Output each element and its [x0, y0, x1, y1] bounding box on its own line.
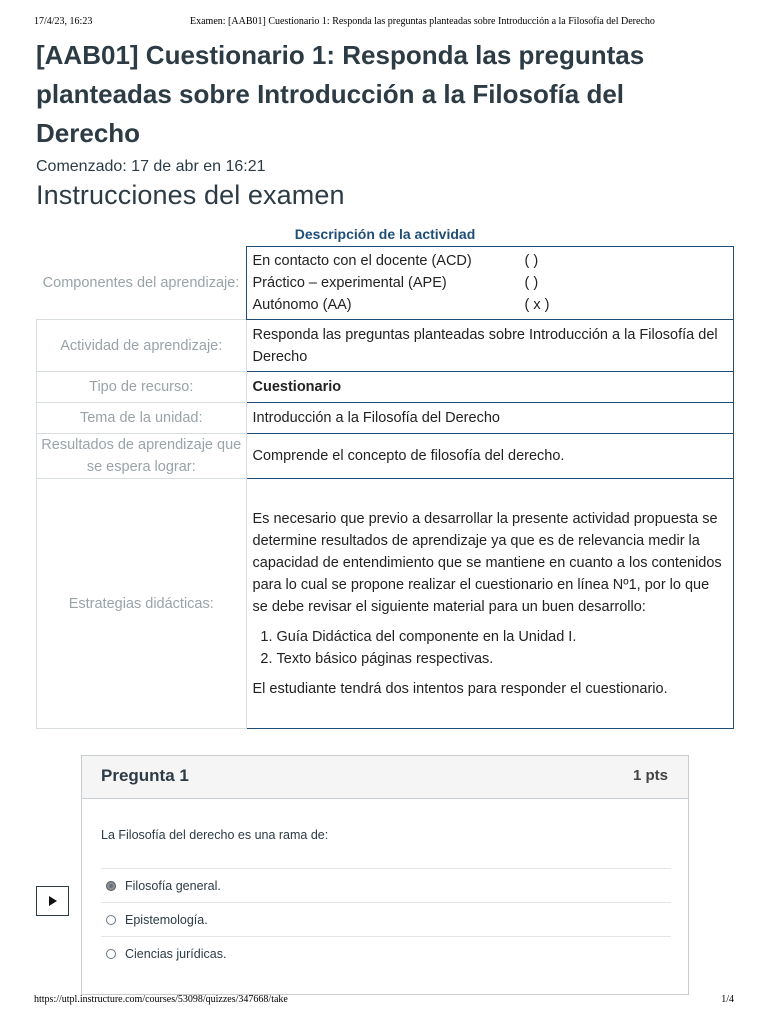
print-doc-title: Examen: [AAB01] Cuestionario 1: Responda las preguntas planteadas sobre Introducción a la Filosofía del Derecho — [190, 16, 655, 27]
print-page-number: 1/4 — [721, 994, 734, 1005]
resource-row — [37, 372, 734, 403]
radio-selected-icon[interactable] — [106, 881, 116, 891]
answer-option[interactable] — [101, 902, 671, 936]
components-row — [37, 247, 734, 320]
activity-row — [37, 320, 734, 372]
strategies-list-item: 2. Texto básico páginas respectivas. — [277, 648, 728, 670]
activity-table — [36, 246, 734, 729]
resource-label: Tipo de recurso: — [37, 372, 247, 403]
components-label: Componentes del aprendizaje: — [42, 274, 240, 291]
question-name: Pregunta 1 — [101, 766, 189, 785]
strategies-label: Estrategias didácticas: — [37, 479, 247, 729]
answer-option[interactable] — [101, 936, 671, 970]
radio-icon[interactable] — [106, 915, 116, 925]
component-ape: Práctico – experimental (APE) ( ) — [252, 275, 539, 291]
strategies-note: El estudiante tendrá dos intentos para responder el cuestionario. — [252, 680, 668, 697]
results-label: Resultados de aprendizaje que se espera lograr: — [37, 434, 247, 479]
strategies-value — [246, 479, 734, 729]
strategies-intro: Es necesario que previo a desarrollar la presente actividad propuesta se determine resultados de aprendizaje ya que es de relevancia medir la capacidad de entendimiento que se mantiene en cuanto a los contenidos para lo cual se propone realizar el cuestionario en línea Nº1, por lo que se debe revisar el siguiente material para un buen desarrollo: — [252, 510, 722, 615]
answer-label: Filosofía general. — [125, 878, 221, 893]
started-time: Comenzado: 17 de abr en 16:21 — [36, 158, 266, 175]
quiz-title: [AAB01] Cuestionario 1: Responda las preguntas planteadas sobre Introducción a la Filosofía del Derecho — [36, 40, 645, 148]
play-icon — [49, 896, 57, 906]
topic-label: Tema de la unidad: — [37, 403, 247, 434]
question-header — [82, 756, 688, 799]
question-points: 1 pts — [632, 767, 668, 784]
activity-value: Responda las preguntas planteadas sobre Introducción a la Filosofía del Derecho — [246, 320, 734, 372]
question-text: La Filosofía del derecho es una rama de: — [101, 828, 329, 842]
component-acd: En contacto con el docente (ACD) ( ) — [252, 253, 539, 269]
question-card — [81, 755, 689, 995]
resource-value: Cuestionario — [246, 372, 734, 403]
answer-list — [101, 868, 671, 970]
print-url: https://utpl.instructure.com/courses/53098/quizzes/347668/take — [34, 994, 288, 1005]
answer-option[interactable] — [101, 868, 671, 902]
components-value — [246, 247, 734, 320]
table-caption: Descripción de la actividad — [294, 226, 476, 242]
strategies-list — [253, 626, 728, 670]
answer-label: Ciencias jurídicas. — [125, 946, 227, 961]
answer-label: Epistemología. — [125, 912, 208, 927]
topic-row — [37, 403, 734, 434]
play-button[interactable] — [36, 886, 69, 916]
activity-label: Actividad de aprendizaje: — [37, 320, 247, 372]
topic-value: Introducción a la Filosofía del Derecho — [246, 403, 734, 434]
strategies-row — [37, 479, 734, 729]
print-footer — [34, 994, 734, 1008]
print-header — [34, 16, 734, 30]
results-row — [37, 434, 734, 479]
radio-icon[interactable] — [106, 949, 116, 959]
instructions-heading: Instrucciones del examen — [36, 180, 345, 210]
print-date: 17/4/23, 16:23 — [34, 16, 93, 27]
strategies-list-item: 1. Guía Didáctica del componente en la Unidad I. — [277, 626, 728, 648]
results-value: Comprende el concepto de filosofía del derecho. — [246, 434, 734, 479]
component-aa: Autónomo (AA) ( x ) — [252, 297, 550, 313]
